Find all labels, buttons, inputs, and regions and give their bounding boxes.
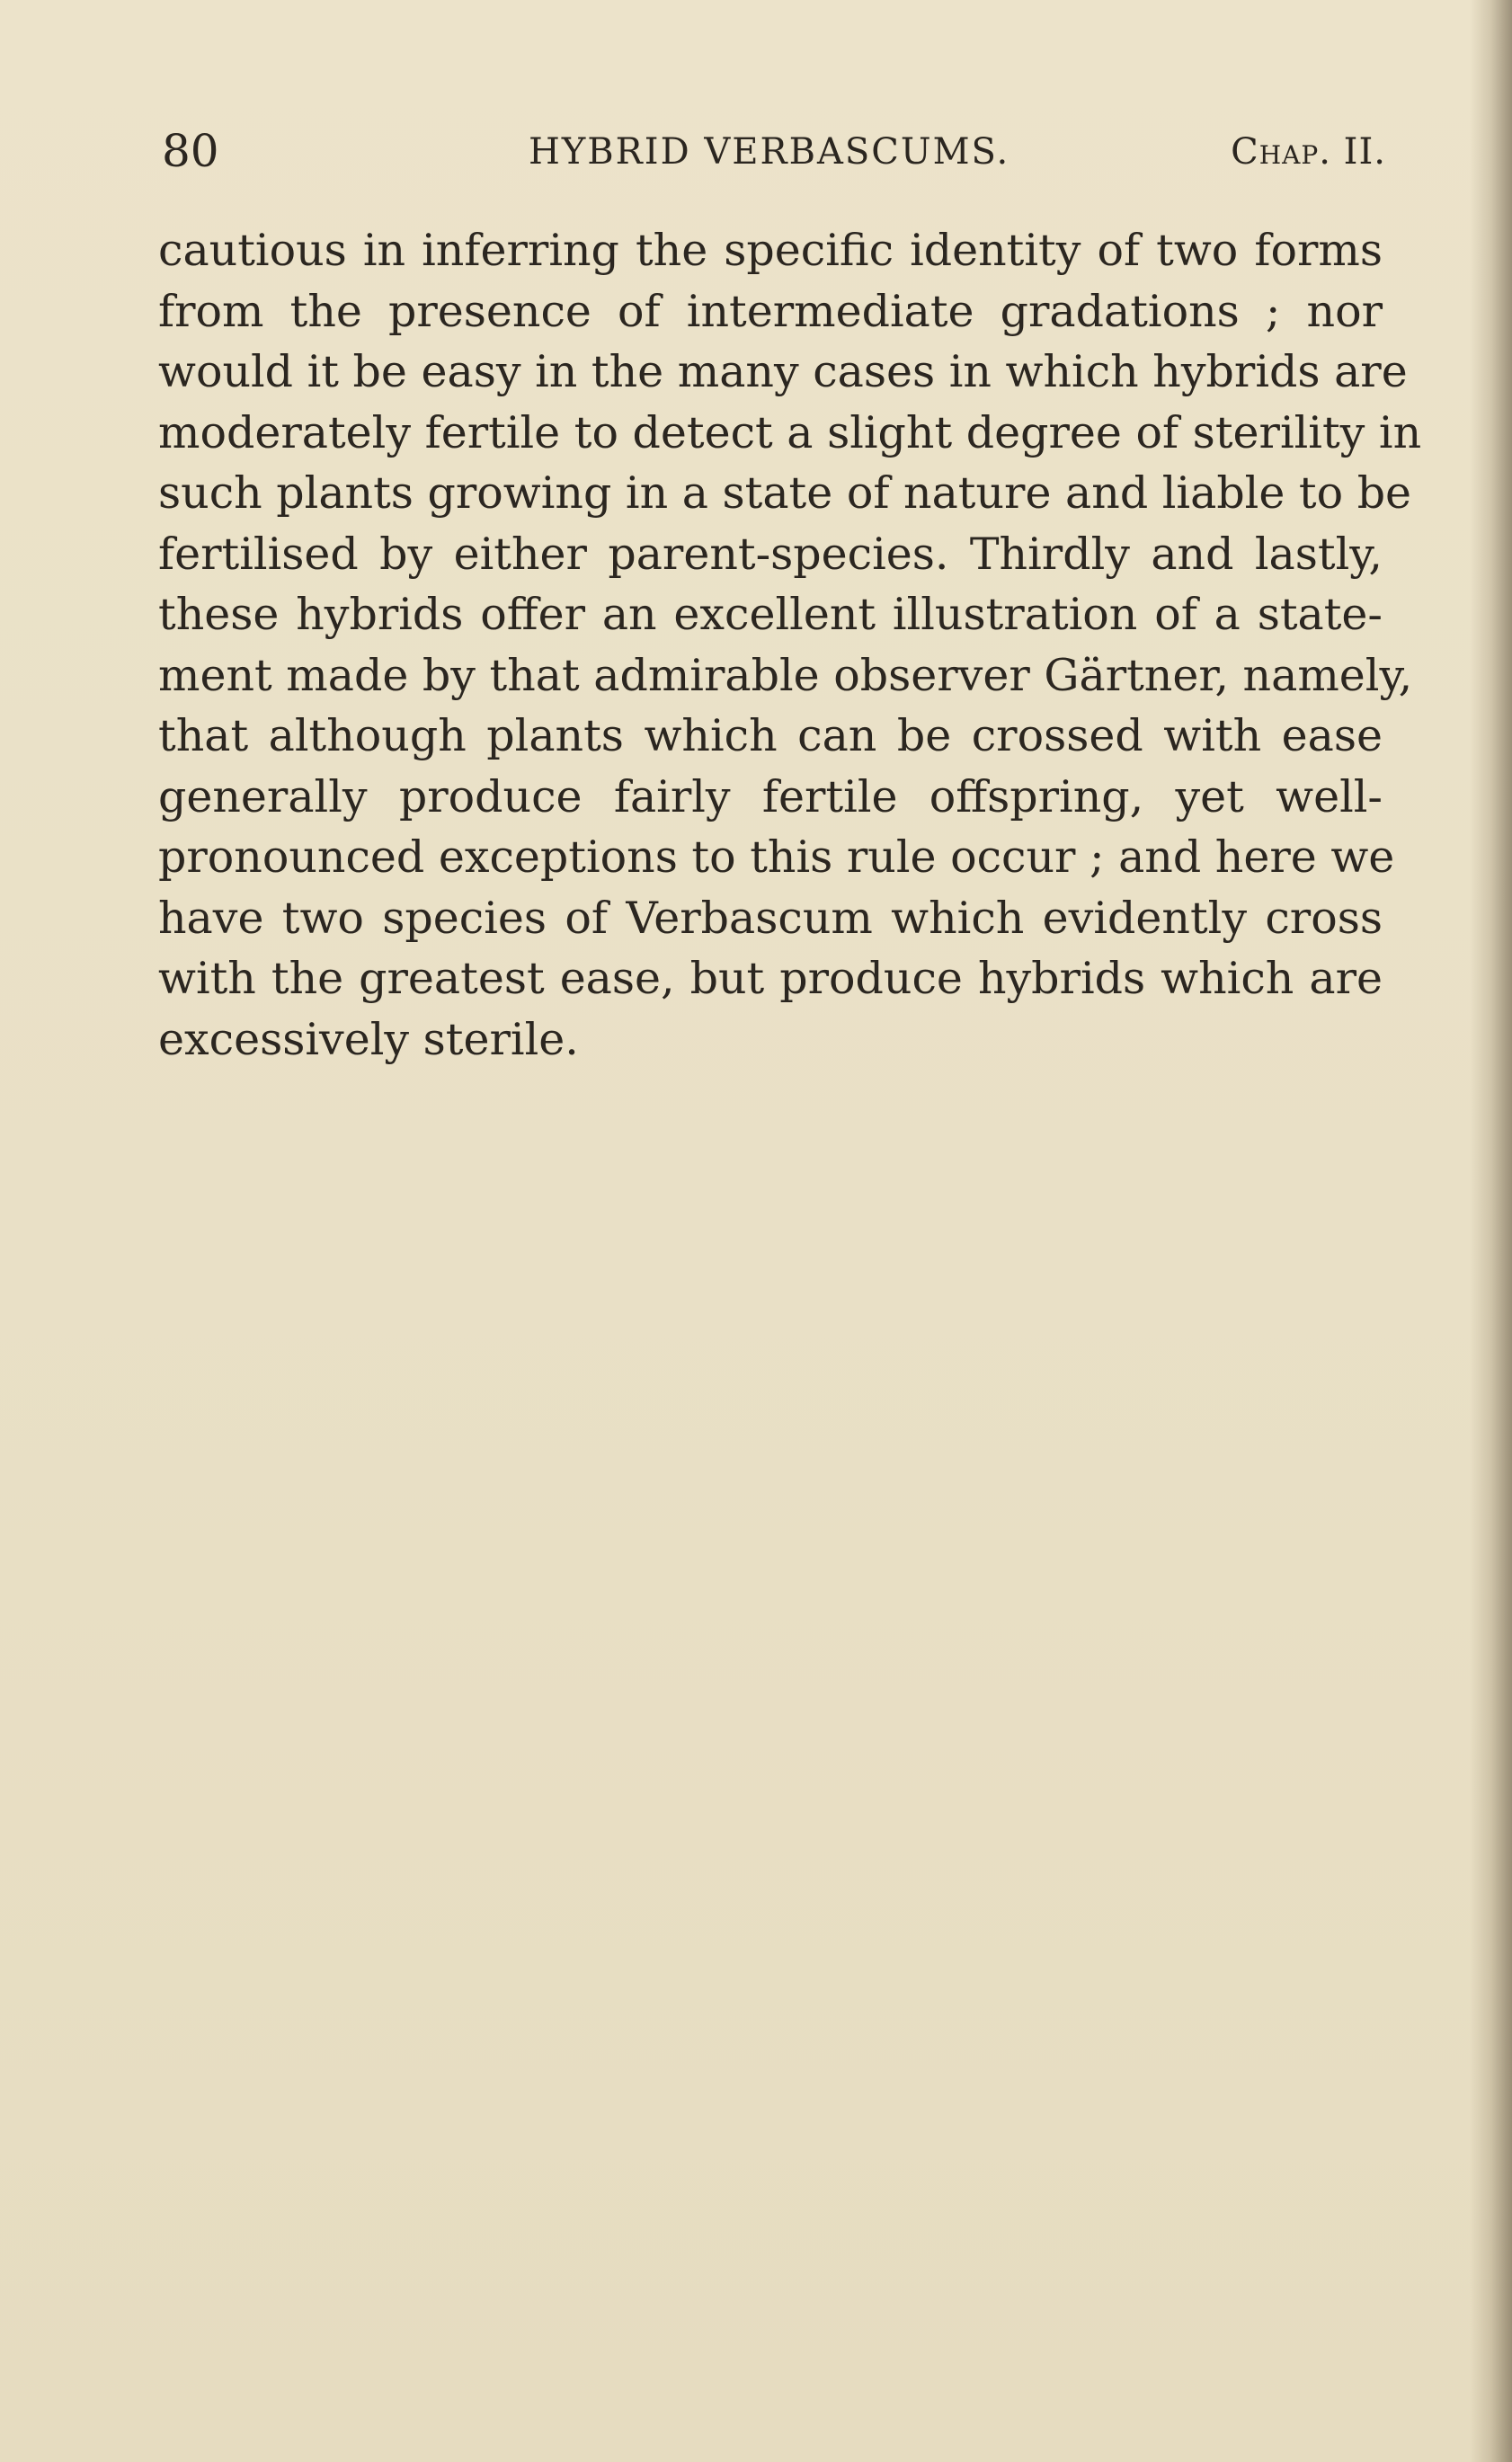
text-line: moderately fertile to detect a slight degree of sterility in — [158, 406, 1422, 458]
running-head — [162, 124, 1386, 178]
text-line: such plants growing in a state of nature and liable to be — [158, 467, 1412, 519]
body-paragraph — [158, 220, 1422, 1070]
text-line: with the greatest ease, but produce hybrids which are — [158, 953, 1383, 1004]
text-line: cautious in inferring the specific identity of two forms — [158, 225, 1383, 276]
chapter-label: Chap. II. — [1231, 131, 1386, 173]
running-title: HYBRID VERBASCUMS. — [529, 131, 1010, 173]
text-line: fertilised by either parent-species. Thirdly and lastly, — [158, 528, 1383, 580]
text-line: ment made by that admirable observer Gärtner, namely, — [158, 649, 1413, 701]
text-line: excessively sterile. — [158, 1013, 579, 1065]
text-line: these hybrids offer an excellent illustration of a state- — [158, 589, 1383, 640]
page-number: 80 — [162, 125, 219, 177]
text-line: pronounced exceptions to this rule occur ; and here we — [158, 831, 1395, 883]
text-line: have two species of Verbascum which evidently cross — [158, 892, 1383, 944]
text-line: that although plants which can be crossed with ease — [158, 710, 1383, 761]
text-line: from the presence of intermediate gradations ; nor — [158, 285, 1383, 337]
text-line: would it be easy in the many cases in which hybrids are — [158, 346, 1408, 397]
text-line: generally produce fairly fertile offspring, yet well- — [158, 770, 1383, 822]
